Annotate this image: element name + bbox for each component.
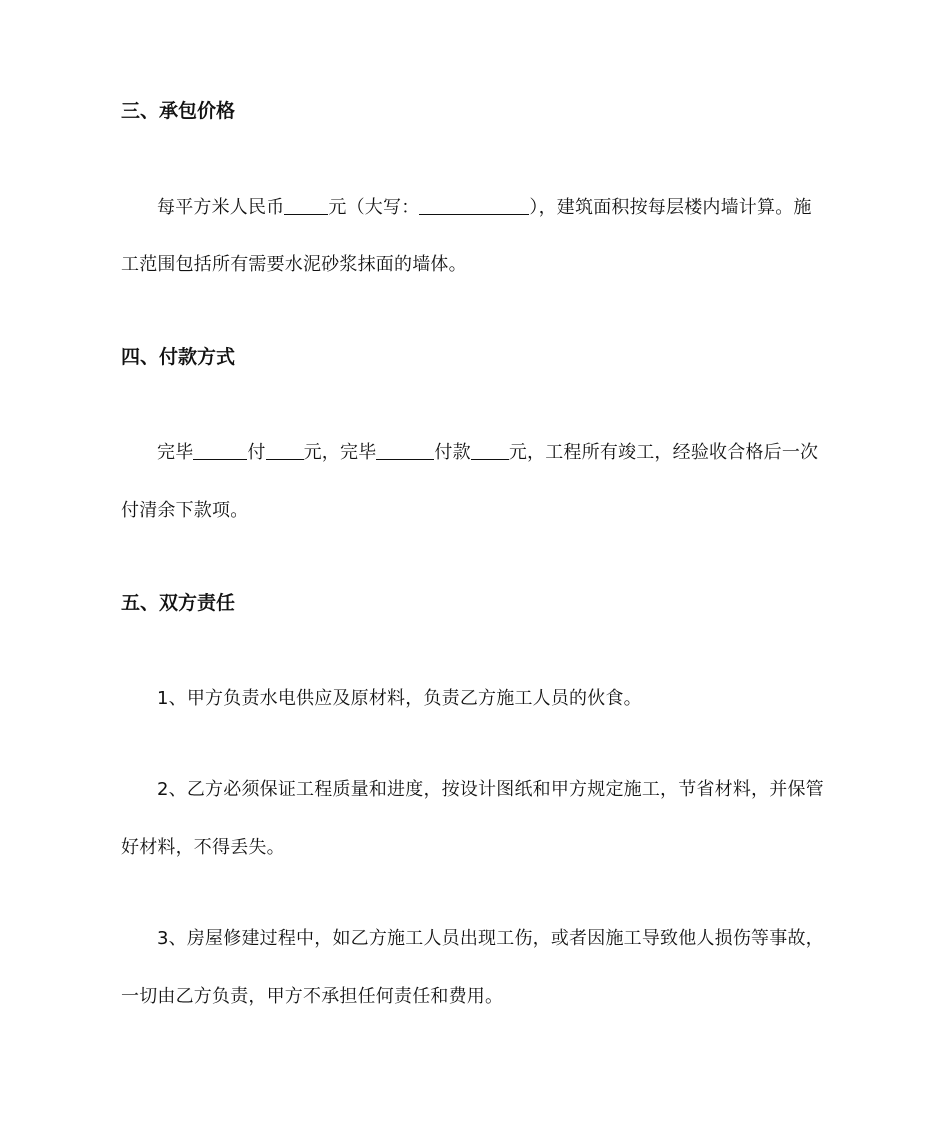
payment-amount-1-blank[interactable] [266,441,304,460]
payment-text-d: 付款 [434,442,471,463]
payment-text-a: 完毕 [157,442,194,463]
responsibility-item-1: 1、甲方负责水电供应及原材料，负责乙方施工人员的伙食。 [157,688,642,709]
section-heading-pricing: 三、承包价格 [121,100,236,122]
price-in-words-blank[interactable] [419,196,529,215]
section-heading-payment: 四、付款方式 [121,346,236,368]
responsibility-item-2-line-2: 好材料，不得丢失。 [121,837,285,858]
payment-text-b: 付 [247,442,266,463]
pricing-paragraph-line-1 [157,196,812,220]
payment-text-c: 元，完毕 [303,442,377,463]
price-per-sqm-blank[interactable] [284,196,328,215]
section-heading-responsibilities: 五、双方责任 [121,592,236,614]
payment-amount-2-blank[interactable] [471,441,509,460]
responsibility-item-3-line-2: 一切由乙方负责，甲方不承担任何责任和费用。 [121,986,504,1007]
responsibility-item-3-line-1: 3、房屋修建过程中，如乙方施工人员出现工伤，或者因施工导致他人损伤等事故， [157,928,824,949]
payment-text-e: 元，工程所有竣工，经验收合格后一次 [508,442,819,463]
pricing-paragraph-line-2: 工范围包括所有需要水泥砂浆抹面的墙体。 [121,254,467,275]
payment-paragraph-line-1 [157,441,818,465]
responsibility-item-2-line-1: 2、乙方必须保证工程质量和进度，按设计图纸和甲方规定施工，节省材料，并保管 [157,779,824,800]
payment-stage-1-blank[interactable] [193,441,247,460]
payment-stage-2-blank[interactable] [376,441,434,460]
pricing-text-b: 元（大写： [328,197,420,218]
pricing-text-a: 每平方米人民币 [157,197,285,218]
payment-paragraph-line-2: 付清余下款项。 [121,500,249,521]
pricing-text-c: ），建筑面积按每层楼内墙计算。施 [529,197,812,218]
